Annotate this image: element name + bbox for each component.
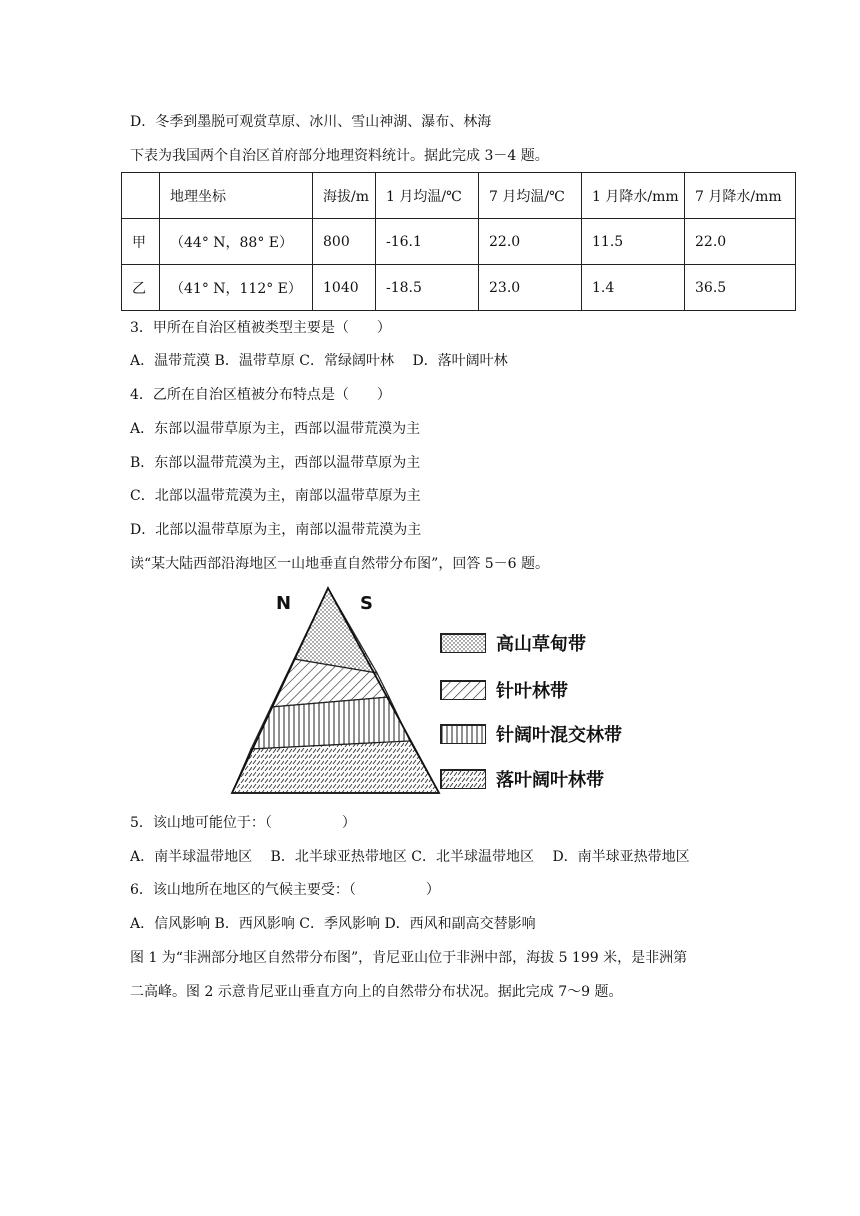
header-cell — [122, 173, 160, 219]
legend-label: 落叶阔叶林带 — [496, 770, 604, 791]
table-cell: 甲 — [122, 219, 160, 265]
north-label: N — [276, 593, 292, 614]
table-header-row — [122, 173, 796, 219]
question-3-options: A．温带荒漠 B．温带草原 C．常绿阔叶林 D．落叶阔叶林 — [130, 353, 508, 369]
geo-data-table — [121, 172, 796, 311]
question-6: 6．该山地所在地区的气候主要受：（ ） — [130, 882, 440, 898]
header-cell: 7 月降水/mm — [685, 173, 796, 219]
table-row — [122, 265, 796, 311]
question-5: 5．该山地可能位于：（ ） — [130, 815, 356, 831]
table-cell: -16.1 — [376, 219, 479, 265]
figure-intro: 读“某大陆西部沿海地区一山地垂直自然带分布图”，回答 5－6 题。 — [130, 556, 550, 572]
question-6-options: A．信风影响 B．西风影响 C．季风影响 D．西风和副高交替影响 — [130, 916, 536, 932]
legend-item-mixed-forest — [440, 722, 622, 746]
table-cell: 22.0 — [685, 219, 796, 265]
legend-label: 针叶林带 — [496, 681, 568, 702]
table-cell: 36.5 — [685, 265, 796, 311]
table-intro: 下表为我国两个自治区首府部分地理资料统计。据此完成 3－4 题。 — [130, 148, 549, 164]
table-cell: 1.4 — [582, 265, 685, 311]
table-cell: （44° N，88° E） — [160, 219, 313, 265]
table-cell: （41° N，112° E） — [160, 265, 313, 311]
table-cell: -18.5 — [376, 265, 479, 311]
intro-7-9-line2: 二高峰。图 2 示意肯尼亚山垂直方向上的自然带分布状况。据此完成 7～9 题。 — [130, 984, 623, 1000]
question-5-options: A．南半球温带地区 B．北半球亚热带地区 C．北半球温带地区 D．南半球亚热带地区 — [130, 849, 690, 865]
table-cell: 800 — [313, 219, 376, 265]
table-cell: 23.0 — [479, 265, 582, 311]
table-cell: 11.5 — [582, 219, 685, 265]
question-3: 3．甲所在自治区植被类型主要是（ ） — [130, 320, 391, 336]
header-cell: 1 月均温/℃ — [376, 173, 479, 219]
table-cell: 22.0 — [479, 219, 582, 265]
question-4-option-d: D．北部以温带草原为主，南部以温带荒漠为主 — [130, 522, 422, 538]
header-cell: 1 月降水/mm — [582, 173, 685, 219]
legend-label: 针阔叶混交林带 — [496, 725, 622, 746]
header-cell: 7 月均温/℃ — [479, 173, 582, 219]
legend-swatch-dashes — [440, 769, 486, 789]
legend-item-deciduous-forest — [440, 767, 604, 791]
question-4-option-b: B．东部以温带荒漠为主，西部以温带草原为主 — [130, 455, 421, 471]
intro-7-9-line1: 图 1 为“非洲部分地区自然带分布图”，肯尼亚山位于非洲中部，海拔 5 199 米，是非洲第 — [130, 950, 688, 966]
question-4-option-c: C．北部以温带荒漠为主，南部以温带草原为主 — [130, 488, 421, 504]
legend-item-alpine-meadow — [440, 631, 586, 655]
legend-swatch-diagonal — [440, 680, 486, 700]
header-cell: 海拔/m — [313, 173, 376, 219]
question-4: 4．乙所在自治区植被分布特点是（ ） — [130, 387, 391, 403]
line-option-d: D．冬季到墨脱可观赏草原、冰川、雪山神湖、瀑布、林海 — [130, 114, 492, 130]
south-label: S — [360, 593, 373, 614]
zone-deciduous-forest — [232, 741, 439, 793]
table-cell: 乙 — [122, 265, 160, 311]
legend-item-coniferous-forest — [440, 678, 568, 702]
legend-swatch-dots — [440, 633, 486, 653]
table-cell: 1040 — [313, 265, 376, 311]
legend-label: 高山草甸带 — [496, 634, 586, 655]
legend-swatch-vertical — [440, 724, 486, 744]
header-cell: 地理坐标 — [160, 173, 313, 219]
table-row — [122, 219, 796, 265]
question-4-option-a: A．东部以温带草原为主，西部以温带荒漠为主 — [130, 421, 421, 437]
